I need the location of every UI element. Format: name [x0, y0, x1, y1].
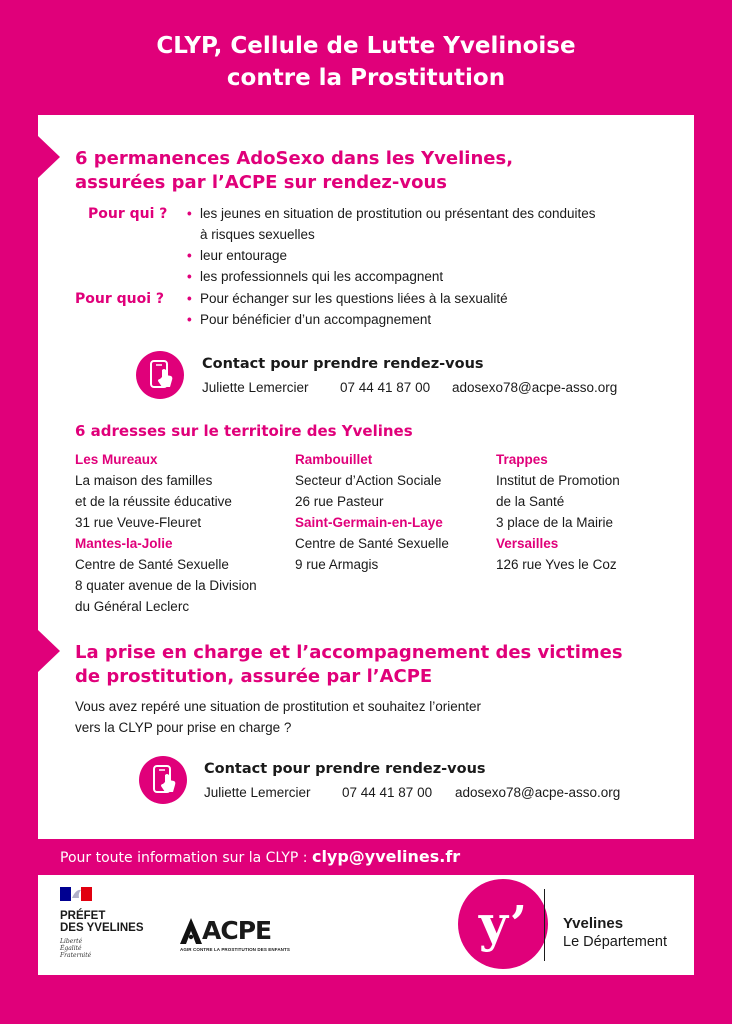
address-city: Trappes	[496, 452, 548, 467]
contact-title: Contact pour prendre rendez-vous	[202, 356, 484, 372]
yvelines-sub: Le Département	[563, 934, 667, 950]
prefet-name	[60, 910, 144, 934]
list-item: • Pour échanger sur les questions liées à la sexualité	[187, 288, 627, 309]
address-column-2	[295, 449, 485, 575]
address-line: de la Santé	[496, 494, 565, 509]
text-line: Vous avez repéré une situation de prostitution et souhaitez l’orienter	[75, 699, 482, 714]
section2-heading	[75, 641, 623, 689]
address-line: 9 rue Armagis	[295, 557, 379, 572]
text-line: vers la CLYP pour prise en charge ?	[75, 720, 292, 735]
banner-email[interactable]: clyp@yvelines.fr	[311, 847, 461, 866]
info-banner	[0, 839, 732, 875]
heading-line: La prise en charge et l’accompagnement des victimes	[75, 642, 623, 663]
footer-divider	[544, 889, 545, 961]
heading-line: de prostitution, assurée par l’ACPE	[75, 666, 433, 687]
acpe-mark	[180, 918, 290, 944]
devise-line: Égalité	[60, 945, 82, 952]
contact-email[interactable]: adosexo78@acpe-asso.org	[452, 380, 618, 395]
address-city: Saint-Germain-en-Laye	[295, 515, 443, 530]
heading-line: assurées par l’ACPE sur rendez-vous	[75, 172, 447, 193]
title-line-2: contre la Prostitution	[226, 65, 506, 91]
footer	[38, 875, 694, 975]
address-line: 31 rue Veuve-Fleuret	[75, 515, 202, 530]
section-notch	[38, 630, 60, 672]
acpe-tagline: AGIR CONTRE LA PROSTITUTION DES ENFANTS	[180, 947, 290, 952]
prefet-logo	[60, 887, 144, 959]
list-item: • les professionnels qui les accompagnent	[187, 266, 627, 287]
addresses-heading: 6 adresses sur le territoire des Yvelines	[75, 422, 413, 440]
contact-phone[interactable]: 07 44 41 87 00	[342, 785, 433, 800]
section2-text	[75, 696, 481, 738]
contact-name: Juliette Lemercier	[204, 785, 311, 800]
pour-quoi-list	[187, 288, 627, 330]
yvelines-logo	[458, 879, 548, 969]
devise-line: Liberté	[60, 938, 83, 945]
prefet-line: PRÉFET	[60, 910, 106, 922]
contact-name: Juliette Lemercier	[202, 380, 309, 395]
page-title	[0, 30, 732, 94]
contact-title: Contact pour prendre rendez-vous	[204, 761, 486, 777]
address-line: 3 place de la Mairie	[496, 515, 614, 530]
marianne-icon	[60, 887, 92, 901]
address-city: Rambouillet	[295, 452, 373, 467]
address-line: Secteur d’Action Sociale	[295, 473, 442, 488]
address-column-1	[75, 449, 285, 617]
pour-quoi-label: Pour quoi ?	[75, 291, 165, 307]
address-line: et de la réussite éducative	[75, 494, 232, 509]
list-item: • Pour bénéficier d’un accompagnement	[187, 309, 627, 330]
address-line: La maison des familles	[75, 473, 213, 488]
devise	[60, 938, 144, 959]
prefet-line: DES YVELINES	[60, 922, 144, 934]
phone-tap-icon	[139, 756, 187, 804]
address-city: Mantes-la-Jolie	[75, 536, 173, 551]
acpe-logo	[180, 918, 290, 952]
contact-phone[interactable]: 07 44 41 87 00	[340, 380, 431, 395]
address-city: Les Mureaux	[75, 452, 158, 467]
address-line: 8 quater avenue de la Division	[75, 578, 257, 593]
banner-label: Pour toute information sur la CLYP :	[60, 850, 312, 866]
list-item: • leur entourage	[187, 245, 627, 266]
banner-text	[60, 847, 460, 866]
section1-heading	[75, 147, 513, 195]
address-line: Centre de Santé Sexuelle	[75, 557, 229, 572]
list-item: • les jeunes en situation de prostitution ou présentant des conduites à risques sexuelles	[187, 203, 627, 245]
yvelines-name: Yvelines	[563, 915, 624, 932]
contact-email[interactable]: adosexo78@acpe-asso.org	[455, 785, 621, 800]
address-line: 126 rue Yves le Coz	[496, 557, 617, 572]
pour-qui-list	[187, 203, 627, 287]
devise-line: Fraternité	[60, 952, 92, 959]
yvelines-name-block	[563, 915, 667, 951]
title-line-1: CLYP, Cellule de Lutte Yvelinoise	[156, 33, 576, 59]
phone-tap-icon-svg	[136, 351, 184, 399]
heading-line: 6 permanences AdoSexo dans les Yvelines,	[75, 148, 514, 169]
address-line: du Général Leclerc	[75, 599, 190, 614]
yvelines-mark: y’	[478, 894, 528, 953]
address-line: Centre de Santé Sexuelle	[295, 536, 449, 551]
section-notch	[38, 136, 60, 178]
phone-tap-icon-svg	[139, 756, 187, 804]
address-line: 26 rue Pasteur	[295, 494, 384, 509]
address-city: Versailles	[496, 536, 559, 551]
acpe-a-icon	[180, 918, 202, 944]
address-line: Institut de Promotion	[496, 473, 620, 488]
pour-qui-label: Pour qui ?	[88, 206, 168, 222]
phone-tap-icon	[136, 351, 184, 399]
acpe-logo-text: ACPE	[202, 916, 272, 945]
address-column-3	[496, 449, 676, 575]
